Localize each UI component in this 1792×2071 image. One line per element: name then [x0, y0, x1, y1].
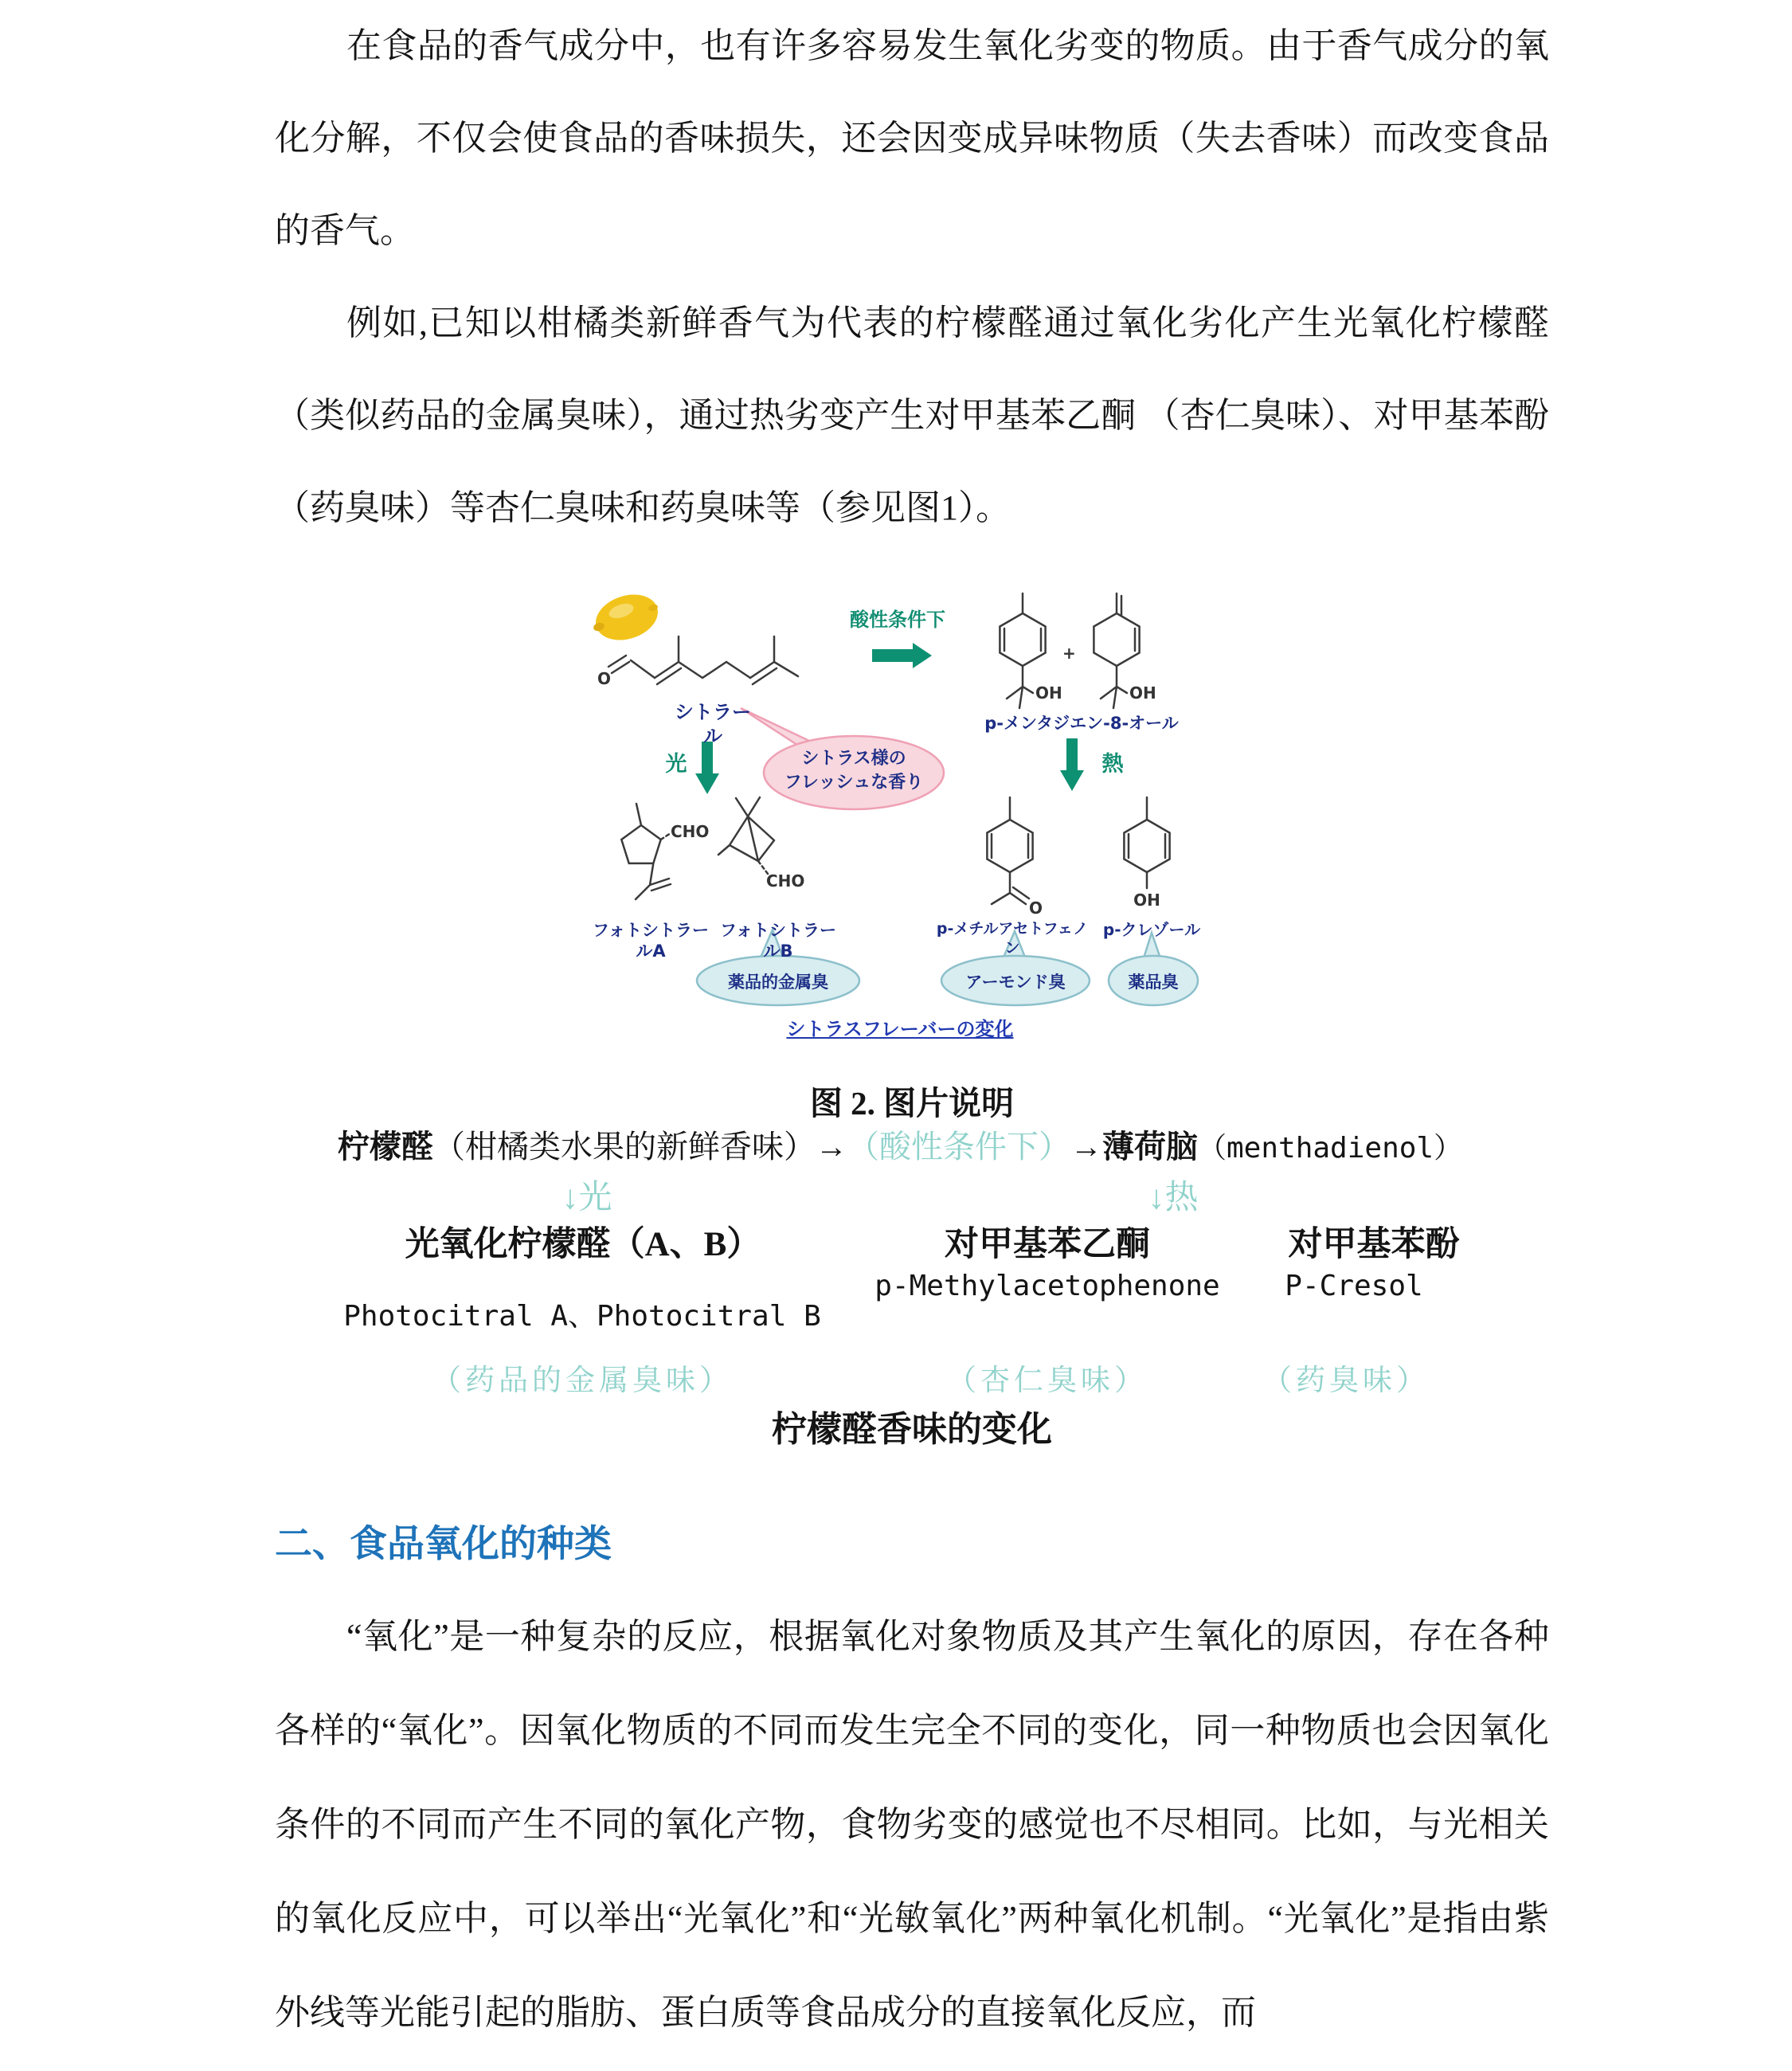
medicine-smell-bubble-label: 薬品臭 [1128, 973, 1179, 992]
fresh-citrus-bubble-line1: シトラス様の [801, 749, 906, 769]
light-label: 光 [665, 752, 687, 777]
cresol-structure [1124, 797, 1169, 910]
photocitral-b-structure [718, 797, 804, 891]
section-heading-oxidation-types: 二、食品氧化的种类 [275, 1524, 612, 1565]
figure-caption: 图 2. 图片说明 [809, 1085, 1015, 1122]
flow-arrow: → [1070, 1129, 1102, 1165]
photocitral-a-cho-label: CHO [671, 822, 710, 841]
caption-heat-arrow: ↓热 [1148, 1180, 1199, 1216]
figure-citral-oxidation [567, 587, 1258, 1047]
reaction-flow-line [338, 1122, 1462, 1167]
methylacetophenone-structure [987, 797, 1043, 918]
flow-acid-condition: （酸性条件下） [847, 1129, 1070, 1165]
medicine-smell-bubble-shape [1109, 933, 1198, 1005]
product-methylacetophenone: 对甲基苯乙酮 [945, 1226, 1150, 1263]
cresol-label: p-クレゾール [1102, 920, 1201, 939]
plus-sign: + [1062, 644, 1076, 663]
smell-almond: （杏仁臭味） [947, 1364, 1148, 1397]
methylacetophenone-label: p-メチルアセトフェノン [936, 920, 1089, 957]
photocitral-a-label: フォトシトラールA [593, 921, 709, 961]
flow-menthol: 薄荷脑 [1102, 1129, 1198, 1165]
flow-citral-note: （柑橘类水果的新鲜香味）→ [433, 1129, 847, 1165]
product-photocitral-en: Photocitral A、Photocitral B [343, 1300, 821, 1333]
citral-oxygen-label: O [597, 669, 612, 688]
paragraph-citral-example: 例如,已知以柑橘类新鲜香气为代表的柠檬醛通过氧化劣化产生光氧化柠檬醛（类似药品的金属臭味），通过热劣变产生对甲基苯乙酮 （杏仁臭味）、对甲基苯酚（药臭味）等杏仁臭味和药臭味等（参见图1）。 [275, 303, 1549, 527]
caption-light-arrow: ↓光 [561, 1180, 612, 1216]
flow-menthol-en: （menthadienol） [1198, 1132, 1463, 1165]
menthadienol-structure-1 [1000, 593, 1062, 708]
menthadienol-oh-label-1: OH [1035, 683, 1062, 703]
almond-smell-bubble-label: アーモンド臭 [965, 973, 1066, 992]
acetyl-oxygen-label: O [1029, 898, 1043, 918]
light-down-arrow [695, 742, 719, 794]
photocitral-b-label: フォトシトラールB [720, 921, 836, 961]
caption-subtitle: 柠檬醛香味的变化 [772, 1410, 1052, 1449]
photocitral-b-cho-label: CHO [766, 871, 805, 891]
product-cresol-en: P-Cresol [1285, 1270, 1423, 1302]
product-cresol: 对甲基苯酚 [1288, 1226, 1460, 1263]
product-methylacetophenone-en: p-Methylacetophenone [874, 1270, 1220, 1302]
metal-smell-bubble-label: 薬品的金属臭 [728, 973, 828, 992]
menthadienol-label: p-メンタジエン-8-オール [984, 714, 1179, 733]
paragraph-aroma-oxidation: 在食品的香气成分中，也有许多容易发生氧化劣变的物质。由于香气成分的氧化分解，不仅会使食品的香味损失，还会因变成异味物质（失去香味）而改变食品的香气。 [275, 26, 1549, 250]
heat-label: 熱 [1101, 752, 1124, 777]
lemon-icon [590, 587, 664, 648]
citral-structure [597, 636, 798, 688]
product-photooxidized-citral: 光氧化柠檬醛（A、B） [405, 1226, 761, 1263]
menthadienol-structure-2 [1094, 593, 1156, 708]
smell-medicine: （药臭味） [1262, 1364, 1430, 1397]
acid-reaction-arrow [872, 643, 932, 668]
acid-condition-label: 酸性条件下 [850, 609, 945, 631]
smell-metal: （药品的金属臭味） [432, 1364, 733, 1397]
menthadienol-oh-label-2: OH [1129, 683, 1156, 703]
photocitral-a-structure [621, 804, 709, 899]
citral-label: シトラール [675, 701, 751, 747]
figure-title-link: シトラスフレーバーの変化 [786, 1018, 1014, 1040]
flow-citral: 柠檬醛 [338, 1129, 433, 1165]
paragraph-oxidation-types: “氧化”是一种复杂的反应，根据氧化对象物质及其产生氧化的原因，存在各种各样的“氧化”。因氧化物质的不同而发生完全不同的变化，同一种物质也会因氧化条件的不同而产生不同的氧化产物，食物劣变的感觉也不尽相同。比如，与光相关的氧化反应中，可以举出“光氧化”和“光敏氧化”两种氧化机制。“光氧化”是指由紫外线等光能引起的脂肪、蛋白质等食品成分的直接氧化反应，而 [275, 1617, 1549, 2032]
fresh-citrus-bubble-line2: フレッシュな香り [784, 773, 924, 793]
cresol-oh-label: OH [1133, 891, 1160, 910]
heat-down-arrow [1060, 738, 1084, 791]
